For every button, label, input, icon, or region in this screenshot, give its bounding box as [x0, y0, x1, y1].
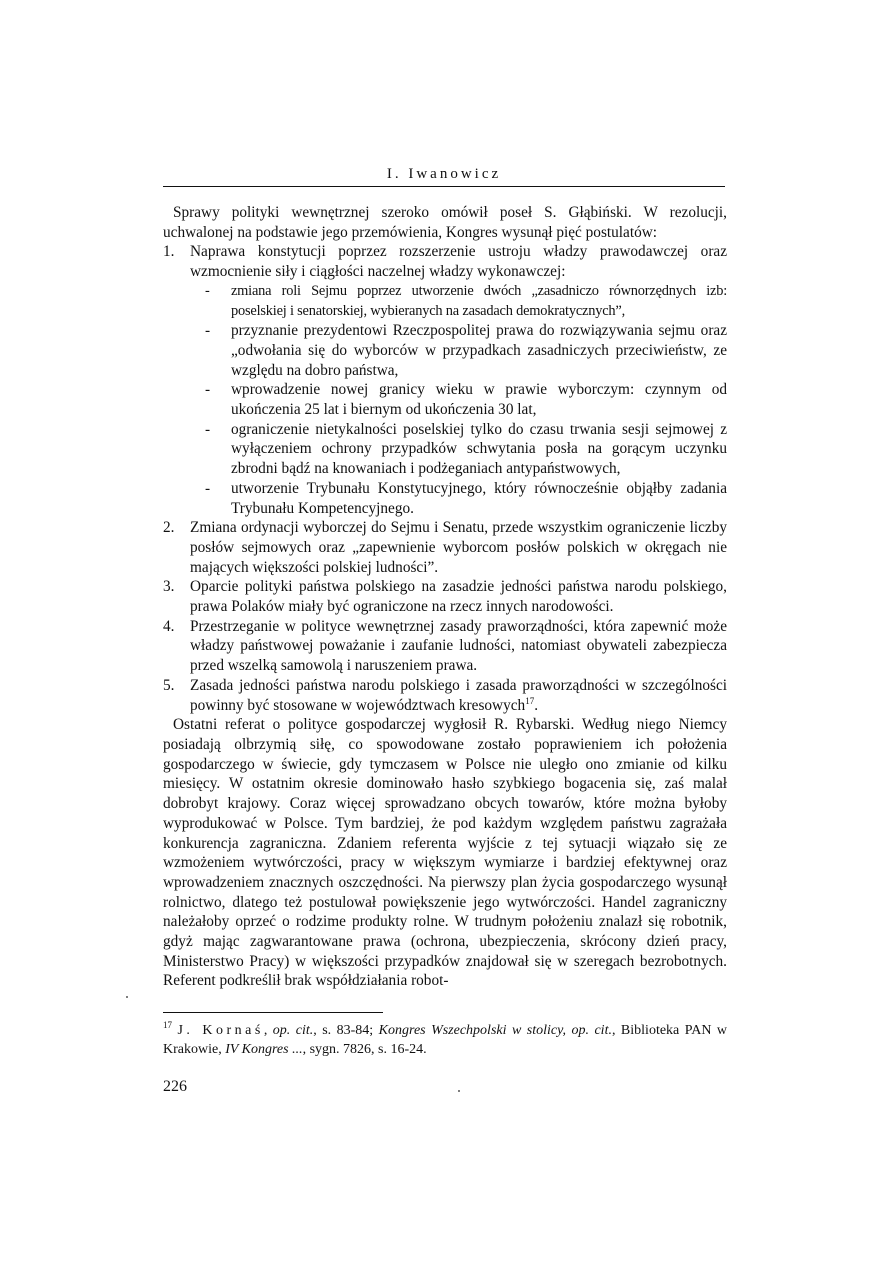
closing-paragraph: Ostatni referat o polityce gospodarczej wygłosił R. Rybarski. Według niego Niemcy posiadają olbrzymią siłę, co spowodowane zostało poprawieniem ich położenia gospodarczego w świecie, gdy tymczasem w Polsce nie uległo ono zmianie od kilku miesięcy. W ostatnim okresie dominowało hasło szybkiego bogacenia się, zaś malał dobrobyt krajowy. Coraz więcej sprowadzano obcych towarów, które można byłoby wyprodukować w Polsce. Tym bardziej, że pod każdym względem państwu zagrażała konkurencja zagraniczna. Zdaniem referenta wyjście z tej sytuacji wiązało się ze wzmożeniem wytwórczości, pracy w większym wymiarze i bardziej efektywnej oraz wprowadzeniem znacznych oszczędności. Na pierwszy plan życia gospodarczego wysunął rolnictwo, dlatego też postulował powiększenie jego wytwórczości. Handel zagraniczny należałoby oprzeć o rodzime produkty rolne. W trudnym położeniu znalazł się robotnik, gdyż mając zagwarantowane prawa (ochrona, ubezpieczenia, skrócony dzień pracy, Ministerstwo Pracy) w większości przypadków znajdował się w szeregach bezrobotnych. Referent podkreślił brak współdziałania robot-	[163, 716, 727, 990]
postulates-list	[163, 242, 727, 715]
list-number: 2.	[163, 519, 175, 537]
postulate-text: Zmiana ordynacji wyborczej do Sejmu i Senatu, przede wszystkim ograniczenie liczby posłów sejmowych oraz „zapewnienie wyborcom posłów polskich w okręgach nie mających większości polskiej ludności”.	[190, 519, 727, 576]
footnote-marker: 17	[163, 1020, 172, 1030]
postulate-2	[163, 518, 727, 577]
postulate-text: Naprawa konstytucji poprzez rozszerzenie ustroju władzy prawodawczej oraz wzmocnienie siły i ciągłości naczelnej władzy wykonawczej:	[190, 243, 727, 281]
list-number: 3.	[163, 578, 175, 596]
footnote-title: Kongres Wszechpolski w stolicy, op. cit.	[378, 1023, 612, 1038]
list-number: 4.	[163, 617, 175, 635]
running-head: I. Iwanowicz	[386, 166, 502, 182]
dash-bullet: -	[205, 282, 210, 299]
footnote-rule	[163, 1012, 383, 1013]
postulate-5: 5. Zasada jedności państwa narodu polskiego i zasada praworządności w szczególności powinny być stosowane w województwach kresowych$^{17}$.	[163, 676, 727, 714]
dash-bullet: -	[205, 322, 211, 340]
postulate-text: Przestrzeganie w polityce wewnętrznej zasady praworządności, która zapewnić może władzy państwowej poważanie i zaufanie ludności, natomiast obywateli zabezpiecza przed wszelką samowolą i naruszeniem prawa.	[190, 617, 727, 675]
footnote-title-2: IV Kongres ...	[225, 1042, 303, 1057]
header-rule	[163, 186, 725, 187]
intro-paragraph: Sprawy polityki wewnętrznej szeroko omówił poseł S. Głąbiński. W rezolucji, uchwalonej na podstawie jego przemówienia, Kongres wysunął pięć postulatów:	[163, 204, 727, 241]
postulate-3	[163, 577, 727, 616]
dash-bullet: -	[205, 479, 211, 497]
postulate-1	[163, 242, 727, 518]
list-number: 5.	[163, 676, 175, 694]
page-number: 226	[163, 1078, 187, 1095]
footnote-ref: 17	[525, 695, 535, 706]
main-text	[163, 203, 727, 991]
postulate-text: Zasada jedności państwa narodu polskiego i zasada praworządności w szczególności powinny być stosowane w województwach kresowych	[190, 676, 727, 714]
subitem: - przyznanie prezydentowi Rzeczpospolitej prawa do rozwiązywania sejmu oraz „odwołania się do wyborców w przypadkach zasadniczych przeciwieństw, ze względu na dobro państwa,	[205, 322, 727, 379]
dash-bullet: -	[205, 381, 211, 399]
postulate-4	[163, 617, 727, 676]
scan-speck	[126, 996, 128, 998]
postulate-text: Oparcie polityki państwa polskiego na zasadzie jedności państwa narodu polskiego, prawa Polaków miały być ograniczone na rzecz innych narodowości.	[190, 578, 727, 616]
footnote: $^{17}$ J. Kornaś, op. cit., s. 83-84; Kongres Wszechpolski w stolicy, op. cit., Biblioteka PAN w Krakowie, IV Kongres ..., sygn. 7826, s. 16-24.	[163, 1020, 728, 1057]
subitem: - ograniczenie nietykalności poselskiej tylko do czasu trwania sesji sejmowej z wyłączeniem ochrony przypadków schwytania posła na gorącym uczynku zbrodni bądź na knowaniach i podżeganiach antypaństwowych,	[205, 420, 727, 478]
dash-bullet: -	[205, 420, 211, 438]
footnote-author: J. Kornaś	[177, 1023, 264, 1038]
subitem: - zmiana roli Sejmu poprzez utworzenie dwóch „zasadniczo równorzędnych izb: poselskiej i senatorskiej, wybieranych na zasadach demokratycznych”,	[205, 282, 727, 319]
subitem: - utworzenie Trybunału Konstytucyjnego, który równocześnie objąłby zadania Trybunału Kompetencyjnego.	[205, 479, 727, 517]
list-number: 1.	[163, 243, 175, 261]
subitem: - wprowadzenie nowej granicy wieku w prawie wyborczym: czynnym od ukończenia 25 lat i biernym od ukończenia 30 lat,	[205, 381, 727, 419]
footnote-opcit: op. cit.	[272, 1023, 314, 1038]
scan-speck	[458, 1090, 460, 1092]
postulate-1-subitems	[190, 282, 727, 518]
